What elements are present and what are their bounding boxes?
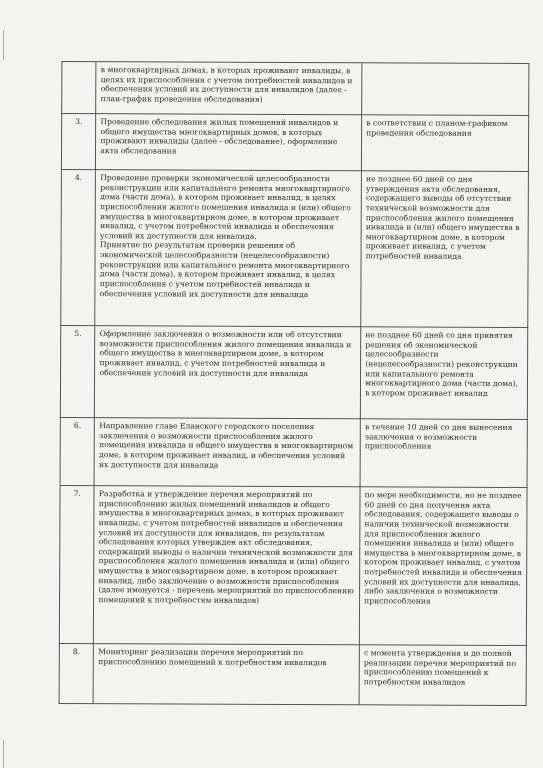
row-action: Мониторинг реализации перечня мероприятий по приспособлению помещений к потребностям инвалидов [94, 644, 360, 705]
row-term: по мере необходимости, но не позднее 60 дней со дня получения акта обследования, содержащего выводы о наличии технической возможности для приспособления жилого помещения инвалида и (или) общего имущества в многоквартирном доме, в котором проживает инвалид, с учетом потребностей инвалида и обеспечения условий их доступности для инвалида, либо заключения о возможности приспособления [360, 487, 528, 646]
row-action: Разработка и утверждение перечня мероприятий по приспособлению жилых помещений инвалидов и общего имущества в многоквартирных домах, в которых проживают инвалиды, с учетом потребностей инвалидов и обеспечения условий их доступности для инвалидов, по результатам обследования которых утвержден акт обследования, содержащий выводы о наличии технической возможности для приспособления жилого помещения инвалида и (или) общего имущества в многоквартирном доме, в котором проживает инвалид, либо заключение о возможности приспособления (далее именуется - перечень мероприятий по приспособлению помещений к потребностям инвалидов) [94, 486, 360, 645]
row-number: 7. [59, 485, 94, 643]
table-row [61, 113, 528, 171]
scan-edge-mark [3, 740, 4, 768]
row-term: не позднее 60 дней со дня утверждения акта обследования, содержащего выводы об отсутствии технической возможности для приспособления жилого помещения инвалида и (или) общего имущества в многоквартирном доме, в котором проживает инвалид, с учетом потребностей инвалида [361, 171, 529, 328]
row-term: в течение 10 дней со дня вынесения заключения о возможности приспособления [360, 419, 527, 488]
row-term [362, 63, 529, 116]
table-row [62, 61, 529, 115]
measures-table [59, 61, 530, 706]
row-term: с момента утверждения и до полной реализации перечня мероприятий по приспособлению помещений к потребностям инвалидов [359, 645, 526, 706]
row-action: в многоквартирных домах, в которых проживают инвалиды, в целях их приспособления с учетом потребностей инвалидов и обеспечения условий их доступности для инвалидов (далее - план-график проведения обследования) [96, 62, 362, 115]
row-number [62, 61, 97, 113]
row-action: Проведение проверки экономической целесообразности реконструкции или капитального ремонта многоквартирного дома (части дома), в котором проживает инвалид, в целях приспособления жилого помещения инвалида и (или) общего имущества в многоквартирном доме, в котором проживает инвалид, с учетом потребностей инвалида и обеспечения условий их доступности для инвалида. Принятие по результатам проверки решения об экономической целесообразности (нецелесообразности) реконструкции или капитального ремонта многоквартирного дома (части дома), в котором проживает инвалид, в целях приспособления с учетом потребностей инвалида и обеспечения условий их доступности для инвалида [95, 170, 361, 327]
scan-edge-mark [3, 30, 4, 60]
row-action: Направление главе Еланского городского поселения заключения о возможности приспособления жилого помещения инвалида и общего имущества в многоквартирном доме, в котором проживает инвалид, и обеспечения условий их доступности для инвалида [94, 418, 360, 487]
row-term: не позднее 60 дней со дня принятия решения об экономической целесообразности (нецелесообразности) реконструкции или капитального ремонта многоквартирного дома (части дома), в котором проживает инвалид [360, 327, 527, 420]
table-row [59, 643, 526, 705]
row-action: Оформление заключения о возможности или об отсутствии возможности приспособления жилого помещения инвалида и общего имущества в многоквартирном доме, в котором проживает инвалид, с учетом потребностей инвалида и обеспечения условий их доступности для инвалида [95, 326, 361, 419]
table-row [59, 485, 527, 645]
table-row [61, 169, 529, 327]
row-term: в соответствии с планом-графиком проведения обследования [362, 115, 529, 172]
row-number: 8. [59, 643, 94, 703]
row-number: 5. [60, 325, 95, 417]
table-row [60, 417, 527, 487]
table-row [60, 325, 527, 419]
row-number: 3. [61, 113, 96, 169]
row-number: 4. [61, 169, 96, 325]
row-number: 6. [60, 417, 95, 485]
row-action: Проведение обследования жилых помещений инвалидов и общего имущества многоквартирных домов, в которых проживают инвалиды (далее - обследование), оформление акта обследования [96, 114, 362, 171]
